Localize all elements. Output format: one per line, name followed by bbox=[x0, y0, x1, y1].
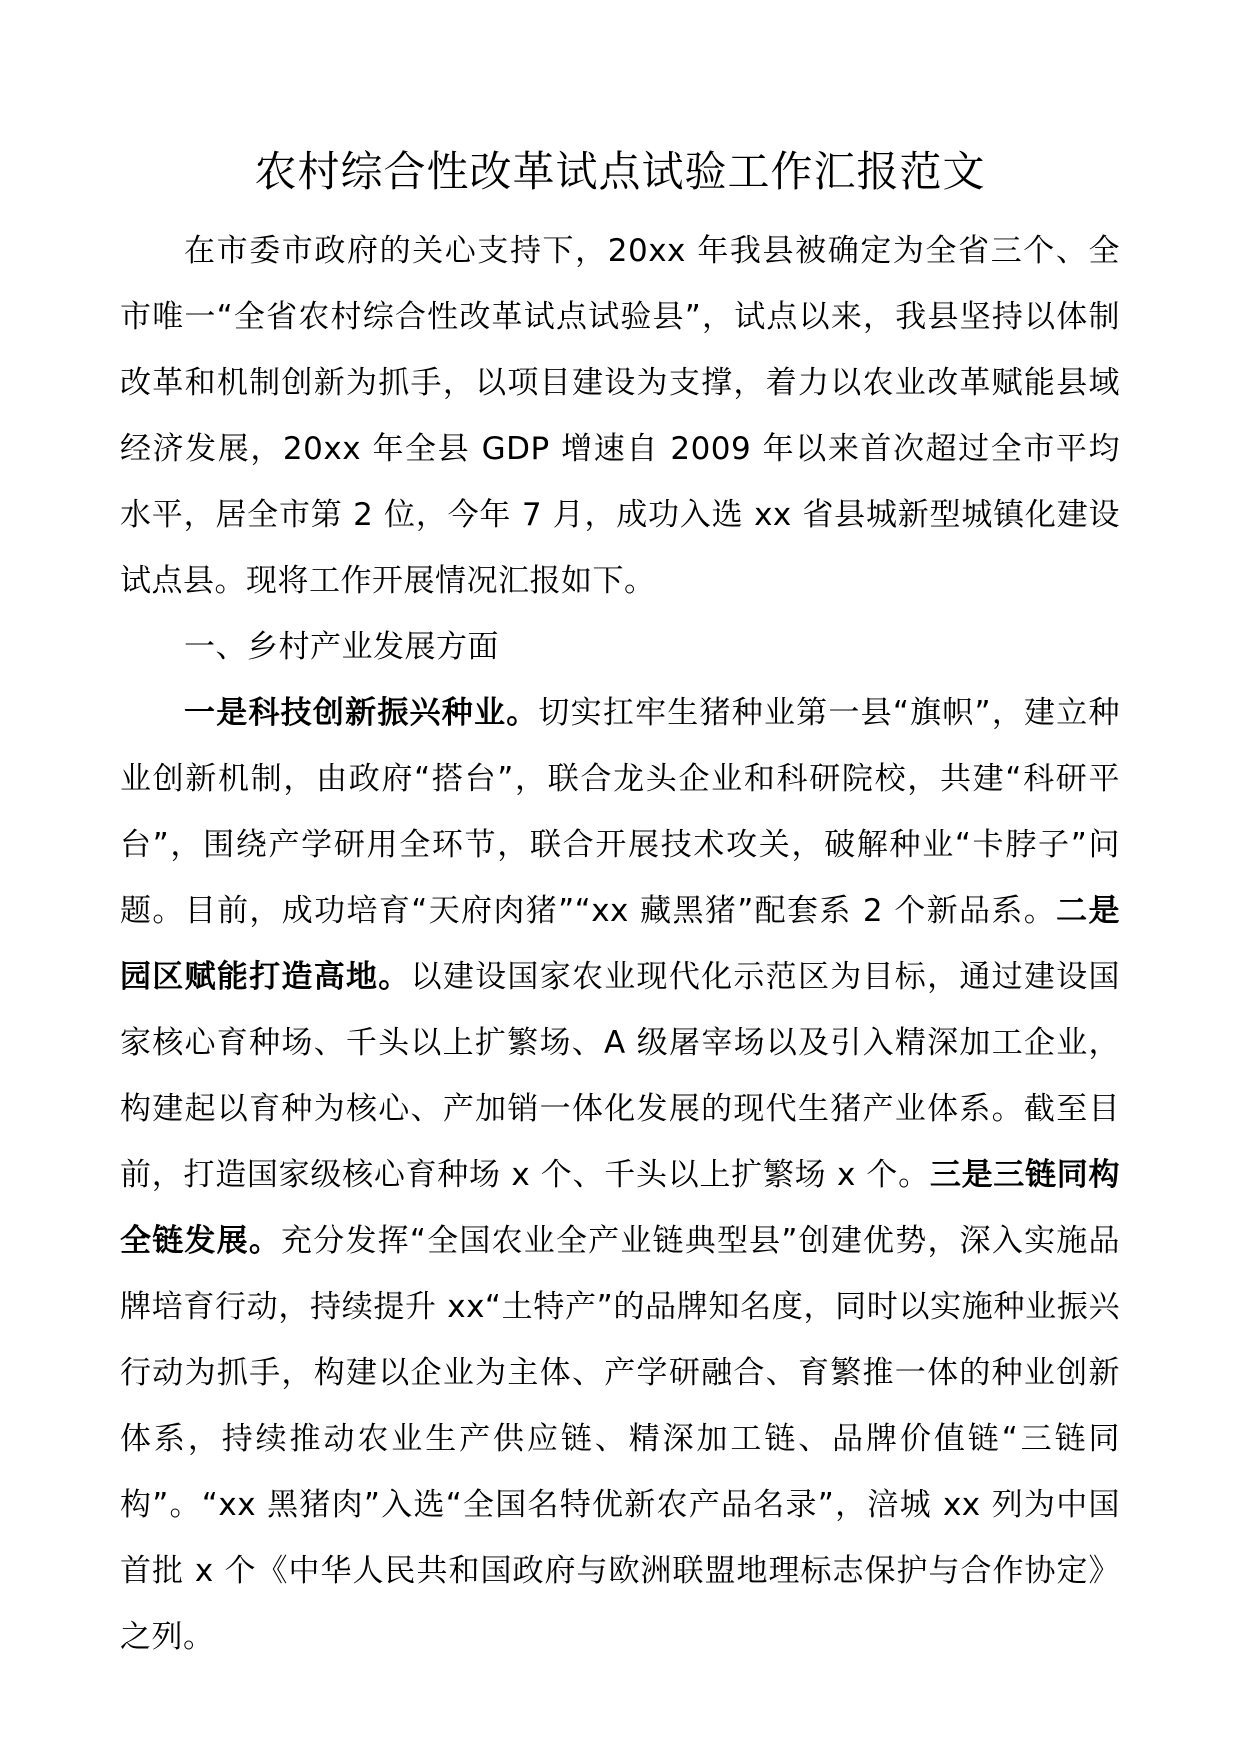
section-heading: 一、乡村产业发展方面 bbox=[184, 629, 499, 665]
point-1-text: 切实扛牢生猪种业第一县“旗帜”，建立种业创新机制，由政府“搭台”，联合龙头企业和科研院校，共建“科研平台”，围绕产学研用全环节，联合开展技术攻关，破解种业“卡脖子”问题。目前，成功培育“天府肉猪”“xx 藏黑猪”配套系 2 个新品系。 bbox=[120, 695, 1120, 929]
point-3-label: 三是三链同构全链发展。 bbox=[120, 1157, 1120, 1259]
point-2-text: 以建设国家农业现代化示范区为目标，通过建设国家核心育种场、千头以上扩繁场、A 级屠宰场以及引入精深加工企业，构建起以育种为核心、产加销一体化发展的现代生猪产业体系。截至目前，打造国家级核心育种场 x 个、千头以上扩繁场 x 个。 bbox=[120, 959, 1121, 1193]
document-body bbox=[120, 218, 1120, 1670]
document-title: 农村综合性改革试点试验工作汇报范文 bbox=[254, 147, 986, 196]
point-3-text: 充分发挥“全国农业全产业链典型县”创建优势，深入实施品牌培育行动，持续提升 xx“土特产”的品牌知名度，同时以实施种业振兴行动为抓手，构建以企业为主体、产学研融合、育繁推一体的种业创新体系，持续推动农业生产供应链、精深加工链、品牌价值链“三链同构”。“xx 黑猪肉”入选“全国名特优新农产品名录”，涪城 xx 列为中国首批 x 个《中华人民共和国政府与欧洲联盟地理标志保护与合作协定》之列。 bbox=[120, 1223, 1120, 1655]
intro-paragraph: 在市委市政府的关心支持下，20xx 年我县被确定为全省三个、全市唯一“全省农村综合性改革试点试验县”，试点以来，我县坚持以体制改革和机制创新为抓手，以项目建设为支撑，着力以农业改革赋能县域经济发展，20xx 年全县 GDP 增速自 2009 年以来首次超过全市平均水平，居全市第 2 位，今年 7 月，成功入选 xx 省县城新型城镇化建设试点县。现将工作开展情况汇报如下。 bbox=[120, 233, 1120, 599]
point-2-label: 二是园区赋能打造高地。 bbox=[120, 893, 1120, 995]
point-1-label: 一是科技创新振兴种业。 bbox=[184, 695, 539, 731]
industry-paragraph bbox=[120, 680, 1120, 1670]
